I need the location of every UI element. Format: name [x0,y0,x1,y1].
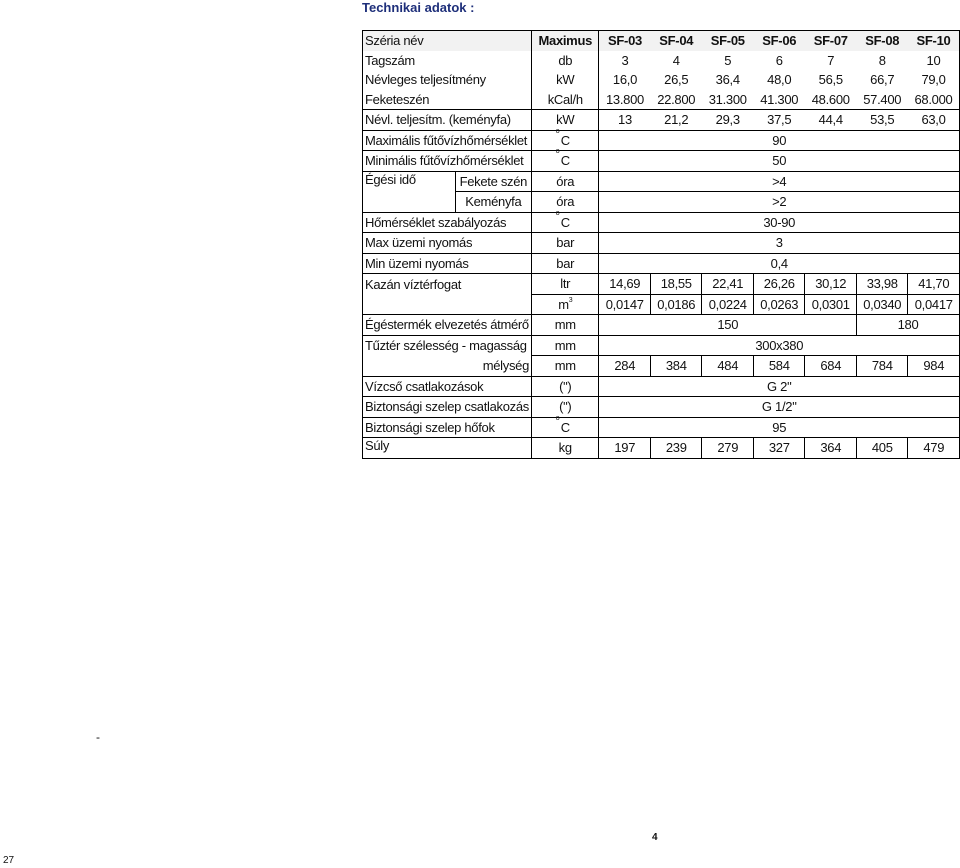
model-header: SF-05 [702,31,754,51]
row-unit: kg [532,438,599,459]
cell-value: 384 [650,356,702,377]
cell-value: >2 [599,192,960,213]
cell-value: 0,4 [599,253,960,274]
table-row [363,233,960,254]
cell-value: 0,0263 [753,294,805,315]
cell-value: 56,5 [818,72,843,88]
model-header: SF-04 [650,31,702,51]
cell-value: 66,7 [870,72,895,88]
row-unit: (") [532,376,599,397]
row-label: Kazán víztérfogat [363,274,532,295]
cell-value: 984 [908,356,960,377]
cell-value: 484 [702,356,754,377]
model-header: SF-07 [805,31,857,51]
row-label: Névleges teljesítmény [363,70,532,90]
table-row [363,51,960,71]
cell-value: 0,0147 [599,294,651,315]
cell-value: 684 [805,356,857,377]
cell-value: 0,0301 [805,294,857,315]
cell-value: G 2" [599,376,960,397]
cell-value: 10 [908,51,960,71]
row-label-empty [363,294,532,315]
cell-value: 30,12 [805,274,857,295]
cell-value: 180 [856,315,959,336]
row-label: Biztonsági szelep hőfok [363,417,532,438]
row-label: Feketeszén [363,90,532,110]
row-unit: mm [532,356,599,377]
cell-value: 479 [908,438,960,459]
cell-value: 327 [753,438,805,459]
cell-value: 29,3 [702,110,754,131]
row-sublabel: Fekete szén [455,171,531,192]
cell-value: 784 [856,356,908,377]
cell-value: 95 [599,417,960,438]
cell-value: 31.300 [708,91,747,107]
cell-value: 68.000 [908,90,960,110]
row-unit: kCal/h [532,90,599,110]
row-unit: (") [532,397,599,418]
cell-value: 7 [827,52,835,68]
technical-data-table [362,30,960,459]
row-label: Tagszám [363,51,532,71]
row-unit: kW [532,70,599,90]
cell-value: 37,5 [753,110,805,131]
table-row [363,356,960,377]
cell-value: 26,26 [753,274,805,295]
row-unit: o C [532,417,599,438]
row-unit: db [532,51,599,71]
cell-value: 53,5 [856,110,908,131]
cell-value: 0,0186 [650,294,702,315]
cell-value: 50 [599,151,960,172]
page-number-left: 27 [3,855,15,866]
model-header: SF-06 [753,31,805,51]
row-label: Minimális fűtővízhőmérséklet [363,151,532,172]
cell-value: 48.600 [811,91,850,107]
table-row [363,110,960,131]
cell-value: 364 [805,438,857,459]
cell-value: 41,70 [908,274,960,295]
cell-value: 5 [724,52,732,68]
cell-value: 16,0 [599,70,651,90]
row-label: Súly [363,438,532,459]
cell-value: 150 [599,315,857,336]
cell-value: 26,5 [664,72,689,88]
row-label: Max üzemi nyomás [363,233,532,254]
page-number-center: 4 [652,832,658,843]
cell-value: >4 [599,171,960,192]
cell-value: 279 [702,438,754,459]
table-row [363,376,960,397]
table-row [363,335,960,356]
cell-value: 3 [599,233,960,254]
row-unit: $m^3$ [532,294,599,315]
cell-value: 239 [650,438,702,459]
table-row [363,253,960,274]
table-row [363,438,960,459]
table-header-row [363,31,960,51]
row-label: Égéstermék elvezetés átmérő [363,315,532,336]
row-unit: óra [532,192,599,213]
cell-value: 90 [599,130,960,151]
cell-value: 197 [599,438,651,459]
cell-value: 44,4 [805,110,857,131]
row-unit: bar [532,253,599,274]
cell-value: 284 [599,356,651,377]
row-label: Égési idő [363,171,456,212]
cell-value: 36,4 [715,72,740,88]
cell-value: 18,55 [650,274,702,295]
cell-value: 41.300 [760,91,799,107]
cell-value: 4 [672,52,680,68]
cell-value: 6 [775,52,783,68]
row-unit: mm [532,335,599,356]
model-header: SF-08 [856,31,908,51]
table-row [363,274,960,295]
table-row [363,397,960,418]
row-label: Névl. teljesítm. (keményfa) [363,110,532,131]
cell-value: 13.800 [599,90,651,110]
row-unit: o C [532,130,599,151]
table-row [363,294,960,315]
cell-value: 0,0417 [908,294,960,315]
header-label: Széria név [363,31,532,51]
cell-value: 22,41 [702,274,754,295]
row-unit: o C [532,151,599,172]
cell-value: 13 [599,110,651,131]
stray-dash: - [96,730,100,744]
cell-value: 0,0340 [856,294,908,315]
cell-value: 584 [753,356,805,377]
cell-value: 405 [856,438,908,459]
cell-value: 22.800 [657,91,696,107]
row-label: Maximális fűtővízhőmérséklet [363,130,532,151]
row-unit: kW [532,110,599,131]
row-unit: bar [532,233,599,254]
cell-value: 8 [878,52,886,68]
cell-value: 79,0 [908,70,960,90]
cell-value: G 1/2" [599,397,960,418]
row-label: mélység [363,356,532,377]
cell-value: 33,98 [856,274,908,295]
section-title: Technikai adatok : [362,0,475,15]
cell-value: 48,0 [767,72,792,88]
row-label: Biztonsági szelep csatlakozás [363,397,532,418]
table-row [363,151,960,172]
row-sublabel: Keményfa [455,192,531,213]
row-unit: mm [532,315,599,336]
cell-value: 300x380 [599,335,960,356]
header-unit: Maximus [532,31,599,51]
model-header: SF-10 [908,31,960,51]
cell-value: 30-90 [599,212,960,233]
cell-value: 57.400 [863,91,902,107]
table-row [363,70,960,90]
row-unit: óra [532,171,599,192]
cell-value: 63,0 [908,110,960,131]
row-unit: o C [532,212,599,233]
cell-value: 21,2 [650,110,702,131]
cell-value: 3 [599,51,651,71]
row-label: Hőmérséklet szabályozás [363,212,532,233]
row-unit: ltr [532,274,599,295]
table-row [363,130,960,151]
table-row [363,417,960,438]
cell-value: 0,0224 [702,294,754,315]
model-header: SF-03 [599,31,651,51]
table-row [363,171,960,192]
row-label: Vízcső csatlakozások [363,376,532,397]
row-label: Tűztér szélesség - magasság [363,335,532,356]
table-row [363,212,960,233]
row-label: Min üzemi nyomás [363,253,532,274]
table-row [363,315,960,336]
table-row [363,90,960,110]
cell-value: 14,69 [599,274,651,295]
